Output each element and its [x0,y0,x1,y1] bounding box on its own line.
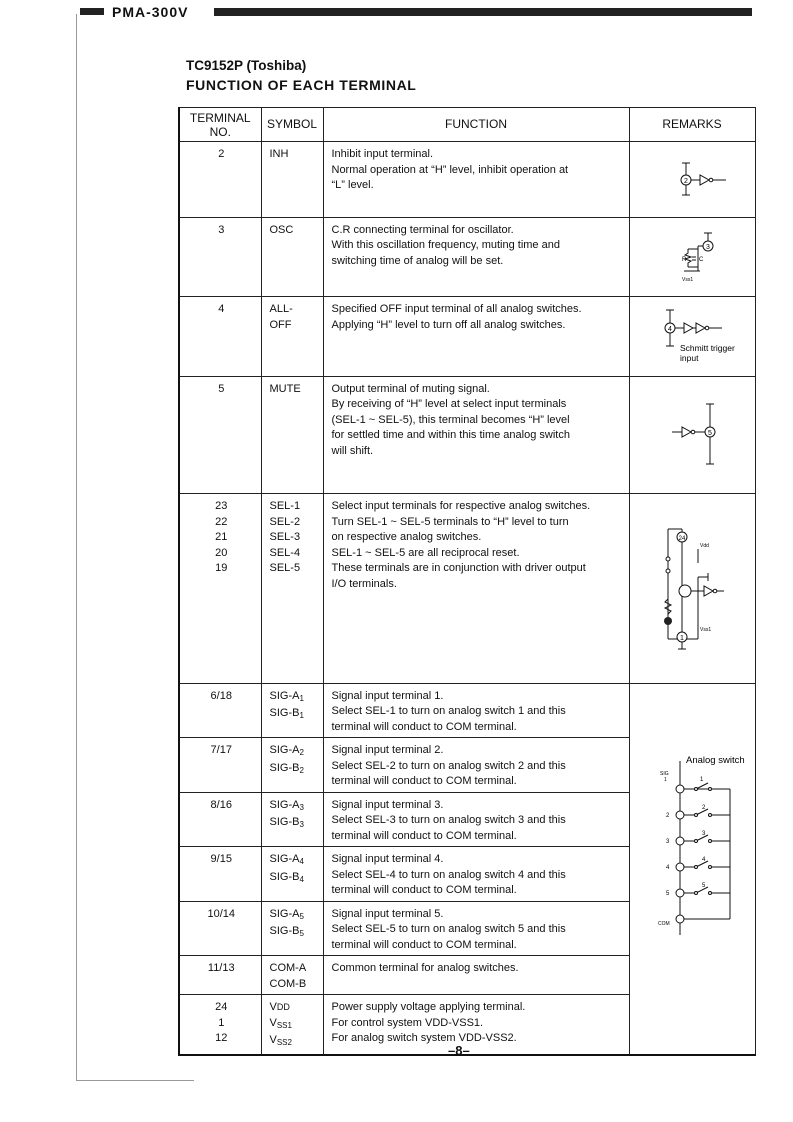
header-bar [80,4,752,18]
header-function: FUNCTION [323,108,629,142]
symbol: OSC [269,223,294,236]
symbol-cell [261,792,323,847]
function-line: Signal input terminal 5. [331,907,444,920]
switch-row [664,777,712,793]
symbol-subscript: 5 [299,929,304,938]
remarks-cell [629,297,755,377]
terminal-no: 21 [215,531,228,543]
terminal-cell [179,995,261,1055]
sw-sig-label: SIG [659,770,669,777]
symbol [270,1000,317,1016]
header-symbol: SYMBOL [261,108,323,142]
symbol-cell [261,901,323,956]
function-line: Normal operation at “H” level, inhibit operation at [331,163,569,176]
svg-text:3: 3 [705,243,710,251]
osc-vss-label: Vss1 [681,276,693,283]
function-line: “L” level. [331,179,374,191]
terminal-cell [179,494,261,684]
function-line: on respective analog switches. [331,531,482,543]
terminal-no: 1 [218,1016,225,1029]
terminal-cell [179,217,261,297]
function-line: Signal input terminal 2. [331,744,444,756]
function-line: For control system VDD-VSS1. [331,1016,484,1029]
function-line: for settled time and within this time analog switch [331,429,570,441]
symbol: ALL- [269,303,293,315]
terminal-no: 10/14 [207,907,236,920]
symbol-cell [261,297,323,377]
function-line: Turn SEL-1 ~ SEL-5 terminals to “H” level to turn [331,515,569,528]
symbol: MUTE [269,382,301,395]
terminal-no: 8/16 [210,798,232,811]
svg-text:4: 4 [667,326,672,333]
symbol-cell [261,142,323,218]
symbol-subscript: 1 [299,711,304,720]
function-cell [323,683,629,738]
symbol-a: SIG-A [269,853,300,865]
svg-text:5: 5 [665,890,669,897]
terminal-table [178,107,756,1056]
svg-text:4: 4 [665,864,669,871]
table-row [179,217,755,297]
symbol-cell [261,738,323,793]
terminal-cell [179,847,261,902]
function-cell [323,738,629,793]
function-cell [323,847,629,902]
svg-text:2: 2 [665,812,669,819]
function-cell [323,956,629,995]
symbol [270,706,317,724]
page-edge-foot [76,1080,194,1081]
all-off-schmitt-diagram [638,302,762,368]
function-line: (SEL-1 ~ SEL-5), this terminal becomes “H” level [331,413,570,426]
symbol-main: V [269,1016,277,1029]
terminal-no: 11/13 [207,962,235,974]
terminal-no: 12 [215,1032,228,1044]
page-number: –8– [448,1043,470,1058]
osc-r-label: R [681,256,686,263]
remarks-cell [629,376,755,494]
symbol-b: SIG-B [269,816,300,828]
symbol-subscript: 5 [299,911,304,921]
function-line: Select SEL-2 to turn on analog switch 2 and this [331,759,566,772]
svg-text:1: 1 [699,776,703,783]
function-line: Signal input terminal 4. [331,853,444,865]
schmitt-label-1: Schmitt trigger [679,343,735,353]
remarks-cell [629,217,755,297]
analog-switch-diagram [638,689,762,1029]
svg-text:1: 1 [663,776,667,783]
symbol [270,815,317,833]
terminal-no: 3 [218,223,225,236]
sel-vdd-label: Vdd [699,543,709,549]
function-line: Common terminal for analog switches. [331,962,519,974]
terminal-cell [179,297,261,377]
switch-row [666,805,730,819]
symbol [270,852,317,870]
symbol-a: SIG-A [269,907,300,920]
function-line: Select SEL-5 to turn on analog switch 5 and this [331,923,566,935]
remarks-cell [629,142,755,218]
function-line: Applying “H” level to turn off all analog switches. [331,318,566,331]
function-line: Output terminal of muting signal. [331,382,490,395]
function-line: will shift. [331,444,374,457]
function-line: terminal will conduct to COM terminal. [331,938,517,951]
function-line: Specified OFF input terminal of all analog switches. [331,303,582,315]
symbol: SEL-1 [269,500,301,512]
function-line: Select input terminals for respective analog switches. [331,500,591,512]
symbol-cell [261,376,323,494]
symbol-subscript: 2 [299,765,304,775]
symbol: SEL-4 [269,546,301,559]
terminal-no: 6/18 [210,689,232,702]
oscillator-rc-diagram [638,223,762,289]
sw-com-label: COM [657,920,670,927]
header-remarks: REMARKS [629,108,755,142]
function-line: SEL-1 ~ SEL-5 are all reciprocal reset. [331,546,520,559]
function-cell [323,995,629,1055]
function-cell [323,494,629,684]
symbol-subscript: 3 [299,820,304,829]
function-line: C.R connecting terminal for oscillator. [331,223,514,236]
symbol-a: SIG-A [269,689,300,702]
symbol-cell [261,217,323,297]
terminal-cell [179,792,261,847]
symbol [270,798,317,816]
page-edge [76,14,77,1080]
symbol [270,924,317,942]
terminal-no: 20 [215,546,228,559]
section-heading: FUNCTION OF EACH TERMINAL [186,77,417,93]
symbol-b: SIG-B [269,707,300,719]
terminal-no: 4 [218,303,225,315]
svg-text:5: 5 [707,429,712,437]
terminal-cell [179,142,261,218]
symbol-subscript: 3 [299,802,304,812]
symbol-b: SIG-B [269,761,300,774]
remarks-cell [629,683,755,1055]
symbol [270,689,317,707]
inhibit-input-diagram [638,147,762,209]
symbol-main: V [269,1001,277,1013]
switch-row [666,883,730,897]
analog-switch-label: Analog switch [685,754,745,766]
function-line: Signal input terminal 3. [331,798,444,811]
function-line: Select SEL-4 to turn on analog switch 4 and this [331,868,566,881]
table-row [179,297,755,377]
symbol [270,1033,317,1051]
osc-c-label: C [698,256,703,263]
svg-text:5: 5 [701,882,705,889]
symbol-cell [261,494,323,684]
symbol [270,761,317,779]
symbol-subscript: SS1 [276,1020,292,1030]
function-line: These terminals are in conjunction with driver output [331,562,586,574]
header-rule [214,8,752,16]
symbol-subscript: DD [276,1002,290,1012]
function-line: terminal will conduct to COM terminal. [331,829,517,842]
svg-text:4: 4 [701,856,705,863]
remarks-cell [629,494,755,684]
symbol-a: SIG-A [269,744,300,756]
function-line: Inhibit input terminal. [331,148,433,160]
header-terminal-no: TERMINAL NO. [179,108,261,142]
schmitt-label-2: input [679,353,698,363]
svg-text:3: 3 [665,838,669,845]
table-row [179,376,755,494]
symbol-subscript: SS2 [276,1038,292,1047]
symbol-b: SIG-B [269,870,300,883]
terminal-cell [179,956,261,995]
terminal-no: 7/17 [210,744,232,756]
function-cell [323,376,629,494]
symbol [270,743,317,761]
terminal-no: 2 [218,148,225,160]
function-line: Signal input terminal 1. [331,689,444,702]
function-line: For analog switch system VDD-VSS2. [331,1032,517,1044]
function-line: I/O terminals. [331,577,397,590]
function-cell [323,142,629,218]
function-line: With this oscillation frequency, muting time and [331,239,560,251]
terminal-cell [179,683,261,738]
function-line: Power supply voltage applying terminal. [331,1001,526,1013]
terminal-no: 19 [215,562,228,574]
model-name: PMA-300V [112,4,189,20]
svg-text:1: 1 [679,635,684,642]
symbol-subscript: 4 [299,857,304,866]
symbol-cell [261,956,323,995]
select-input-diagram [638,499,762,675]
symbol [270,870,317,888]
symbol: SEL-2 [269,515,301,528]
function-line: terminal will conduct to COM terminal. [331,720,517,733]
switch-row [666,857,730,871]
symbol-cell [261,683,323,738]
table-row [179,142,755,218]
terminal-cell [179,738,261,793]
function-line: terminal will conduct to COM terminal. [331,775,517,787]
terminal-no: 5 [218,382,225,395]
mute-output-diagram [638,382,762,486]
chip-title: TC9152P (Toshiba) [186,58,307,73]
symbol [270,907,317,925]
function-line: switching time of analog will be set. [331,254,504,267]
header-mark [80,8,104,15]
table-row [179,683,755,738]
symbol-main: V [269,1034,277,1046]
svg-text:3: 3 [701,830,705,837]
terminal-cell [179,901,261,956]
svg-text:24: 24 [678,536,685,542]
symbol-subscript: 2 [299,748,304,757]
terminal-no: 22 [215,515,228,528]
symbol-subscript: 4 [299,874,304,884]
symbol-cell [261,995,323,1055]
sel-vss-label: Vss1 [699,627,711,633]
symbol-a: SIG-A [269,798,300,811]
function-line: Select SEL-1 to turn on analog switch 1 and this [331,705,566,717]
symbol: SEL-5 [269,562,301,574]
function-line: terminal will conduct to COM terminal. [331,884,517,896]
symbol-cell [261,847,323,902]
symbol: OFF [269,318,292,331]
function-line: Select SEL-3 to turn on analog switch 3 and this [331,814,566,826]
symbol: SEL-3 [269,531,301,543]
function-line: By receiving of “H” level at select input terminals [331,398,567,410]
function-cell [323,217,629,297]
symbol: COM-B [269,977,307,990]
symbol: INH [269,148,289,160]
symbol: COM-A [269,962,307,974]
symbol-subscript: 1 [299,693,304,703]
symbol-b: SIG-B [269,925,300,937]
table-row [179,494,755,684]
terminal-no: 24 [215,1001,228,1013]
terminal-no: 9/15 [210,853,232,865]
function-cell [323,901,629,956]
svg-text:2: 2 [701,804,705,811]
switch-row [666,831,730,845]
function-cell [323,297,629,377]
terminal-no: 23 [215,500,228,512]
terminal-cell [179,376,261,494]
symbol [270,1016,317,1034]
svg-text:2: 2 [683,178,688,185]
function-cell [323,792,629,847]
